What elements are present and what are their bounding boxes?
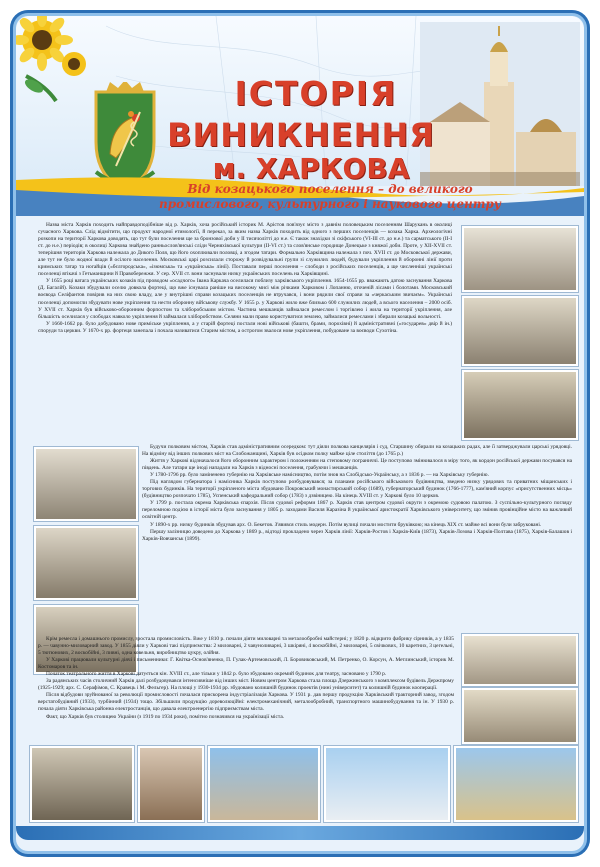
- paragraph: Факт, що Харків був столицею України (з 1919 по 1934 роки), помітно позначився на українізації міста.: [46, 713, 285, 720]
- paragraph: У Харкові працювали культурні діячі і письменники: Г. Квітка-Основ'яненко, П. Гулак-Артемовський, Л. Боровиковський, М. Петренко, О. Корсун, А. Метлинський, історик М. Костомаров та ін.: [38, 657, 454, 671]
- paragraph: Першу залізницю доведено до Харкова у 1869 р., відтоді прокладено через Харків лінії: Харків-Ростов і Харків-Київ (1873), Харків-Лозова і Харків-Полтава (1875), Харків-Балашов і Харків-Вовчанськ (1899).: [142, 528, 572, 542]
- crown-icon: [106, 82, 144, 92]
- paragraph: Після відбудови зруйнованої за революції промисловості почалася прискорена індустріалізація Харкова. У 1931 р. дав першу продукцію Харківський тракторний завод, згодом верстатобудівний (1933), турбінний (1934) тощо. Збільшили продукцію дореволюційні: електромеханічний, металообробний, транспортного машинобудування та ін. У 1930 р. почала діяти Харківська районна електростанція, що давала електроенергію підприємствам міста.: [38, 692, 454, 713]
- photo-old-city-3: [462, 370, 578, 440]
- text-block-top: [38, 222, 452, 440]
- photo-old-city-1: [462, 226, 578, 292]
- photo-street-2: [34, 526, 138, 600]
- paragraph: У 1780-1796 рр. було заміненено губернію на Харківське намісництво, потім знов на Слобідсько-Українську, а з 1836 р. — на Харківську губернію.: [150, 472, 489, 479]
- text-block-bottom: [38, 636, 454, 742]
- text-block-middle: [142, 444, 572, 634]
- photo-building-1: [462, 634, 578, 686]
- paragraph: Під наглядом губернатора і намісника Харків поступово розбудовувався; за планами російського військового будівництва, зведено низку урядових та приватних міщанських і торгових будинків. На території укріпленого міста збудовано Покровський монастирський собор (1689), губернаторський будинок (1766-1777), кам'яний корпус «присутственних місць» (будівництво розпочато 1785), Успенський кафедральний собор (1783) з дзвіницею. На кінець XVIII ст. у Харкові було 10 церков.: [142, 479, 572, 500]
- photo-bottom-2: [138, 746, 204, 822]
- paragraph: Початок театрального життя в Харкові датується кін. XVIII ст., але тільки у 1842 р. було збудовано окремий будинок для театру, засновано у 1790 р.: [46, 671, 387, 678]
- title-line-1: ІСТОРІЯ: [234, 74, 398, 113]
- title-line-2: ВИНИКНЕННЯ: [167, 116, 435, 154]
- photo-old-city-2: [462, 296, 578, 366]
- photo-bottom-4: [324, 746, 450, 822]
- photo-bottom-5: [454, 746, 578, 822]
- paragraph: Крім ремесла і домашнього промислу, зростала промисловість. Вже у 1810 р. почали діяти миловарні та металообробні майстерні; у 1820 р. відкрито фабрику сірників, а у 1835 р. — чавунно-миловарний завод. У 1855 діяли у Харкові такі підприємства: 2 миловарні, 2 чавуноливарні, 3 шкіряні, 4 воскобійні, 2 миловарні, 5 свічкових, 10 каретних, 3 цегельні, 5 тютюнових, 2 воскобійні, 3 пивні, одна ковельня, виробництво цукру, олійня.: [38, 636, 454, 657]
- photo-bottom-3: [208, 746, 320, 822]
- photo-bottom-1: [30, 746, 134, 822]
- title-line-3: м. ХАРКОВА: [212, 152, 410, 185]
- header-panel: [16, 16, 584, 186]
- paragraph: У 1890-х рр. низку будинків збудував арх. О. Бекетов. З'явився стиль модерн. Потім вулиці почали мостити бруківкою; на кінець XIX ст. майже всі вони були забруковані.: [150, 521, 542, 528]
- paragraph: Будучи полковим містом, Харків став адміністративним осередком: тут діяли полкова канцелярія і суд, Старшину обирали на козацьких радах, але її затверджували царські урядовці. На відміну від інших полкових міст на Слобожанщині, Харків був осідком полку майже ціле століття (до 1765 р.): [142, 444, 572, 458]
- photo-street-1: [34, 447, 138, 521]
- paragraph: У 1660-1662 рр. було добудовано нове приміське укріплення, а у старій фортеці постали нові військові (башти, брами, порохівні) й адміністративні («государев» двір й ін.) споруди та церкви. У 1670-х рр. фортеця занепала і почала називатися Старим містом, а острогом звалося нове укріплення, побудоване за воєводи Сухотіна.: [38, 320, 452, 334]
- subtitle: Від козацького поселення – до великого промислового, культурного і наукового центру: [159, 182, 501, 211]
- footer-bar: [16, 826, 584, 840]
- paragraph: У 1799 р. постала окрема Харківська єпархія. Після судової реформи 1867 р. Харків став центром судової округи з окремою судовою палатою. З суспільно-культурного погляду переломною подією в історії міста було заснування у 1805 р. заходами Василя Каразіна й української аристократії Харківського університету, що змінив провінційне місто на важливий освітній центр.: [142, 500, 572, 521]
- photo-building-2: [462, 688, 578, 744]
- paragraph: Назва міста Харків походить найправдоподібніше від р. Харків, хоча російський історик М. Арістов пов'язує місто з давнім половецьким поселенням Шарукань в околиці сучасного Харкова. Слід відмітити, що продукт народної етимології, й переказ, за яким назва Харків походить від одного з перших поселенців — козака Харка. Археологічні розкопи на території Харкова доводять, що тут були поселення ще за бронзової доби у II тисячолітті до н.е. Є також знахідки зі скіфського (VI-III ст. до н.е.) та сарматського (II-I ст. до н.е.) періодів; в околиці Харкова знайдено ранньослов'янські сліди Черняхівської культури (II-VI ст.) та слов'янське городище Донецьке з княжої доби. Проте, у XII-XVII ст. теперішня територія Харкова належала до Дикого Поля, що його охоплювали половці, а згодом татари. Формально Харківщина належала з поч. XVII ст. до Московської держави, але тут не було жодної влади й осілого населення. Московські царі розсилали сторожу й розвідувальні групи зі служилих людей, будували укріплення й оборонні лінії проти кримських татар та ногайців («бєлгородська», «ізюмська» та «українська» лінії). Поставали перші поселення – слободи з російських поселенців, а ще численніші українські поселенці втікачі з Гетьманщини й Правобережжя. У сер. XVII ст. вони заснували низку українських поселень на Харківщині.: [38, 222, 452, 278]
- paragraph: У 1655 році ватага українських козаків під проводом «осадчого» Івана Каркача оселилася поблизу харківського укріплення. 1654-1655 рр. вважають датою заснування Харкова (Д. Багалій). Козаки збудували оселю довкола фортеці, що вже існувала раніше на високому мисі між річками Харковом і Лопанню, оточеній лісами і болотами. Московський воєвода Селіфантов повірив на них свою владу, але у внутрішні справи козацьких поселенців не втручався, і вони рядили свої справи за «черкаським звичаєм». Українські поселенці допомогли збудувати нове укріплення та нести оборонну військову службу. У 1655 р. у Харкові жило вже близько 600 служилих людей, а всього населення – 2000 осіб. У XVII ст. Харків був військово-оборонним форпостом та хліборобським містом. Частина мешканців займалася ремеслом і торгівлею і жила на території укріплення, але більшість оселилася у слободах навколо укріплення й займалася хліборобством. Селяни мали право користуватися землею, займалися ремеслами і збирали козацькі вольності.: [38, 278, 452, 320]
- paragraph: Життя у Харкові відзначалося його оборонним характером і положенням на степовому пограниччі. Це поступово змінювалося в міру того, як кордон російської держави посувався на південь. Але татари ще іноді нападали на Харків з відносні поселення, грабуючи і мешканців.: [142, 458, 572, 472]
- paragraph: За радянських часів столичний Харків далі розбудовувався інтенсивніше від інших міст. Новим центром Харкова стала площа Дзержинського з комплексом будівель Держпрому (1925-1929; арх. С. Серафімов, С. Кравець і М. Фельгер). На площі у 1930-1934 рр. збудовано колишній будинок проектів (нині університет) та колишній будинок кооперації.: [38, 678, 454, 692]
